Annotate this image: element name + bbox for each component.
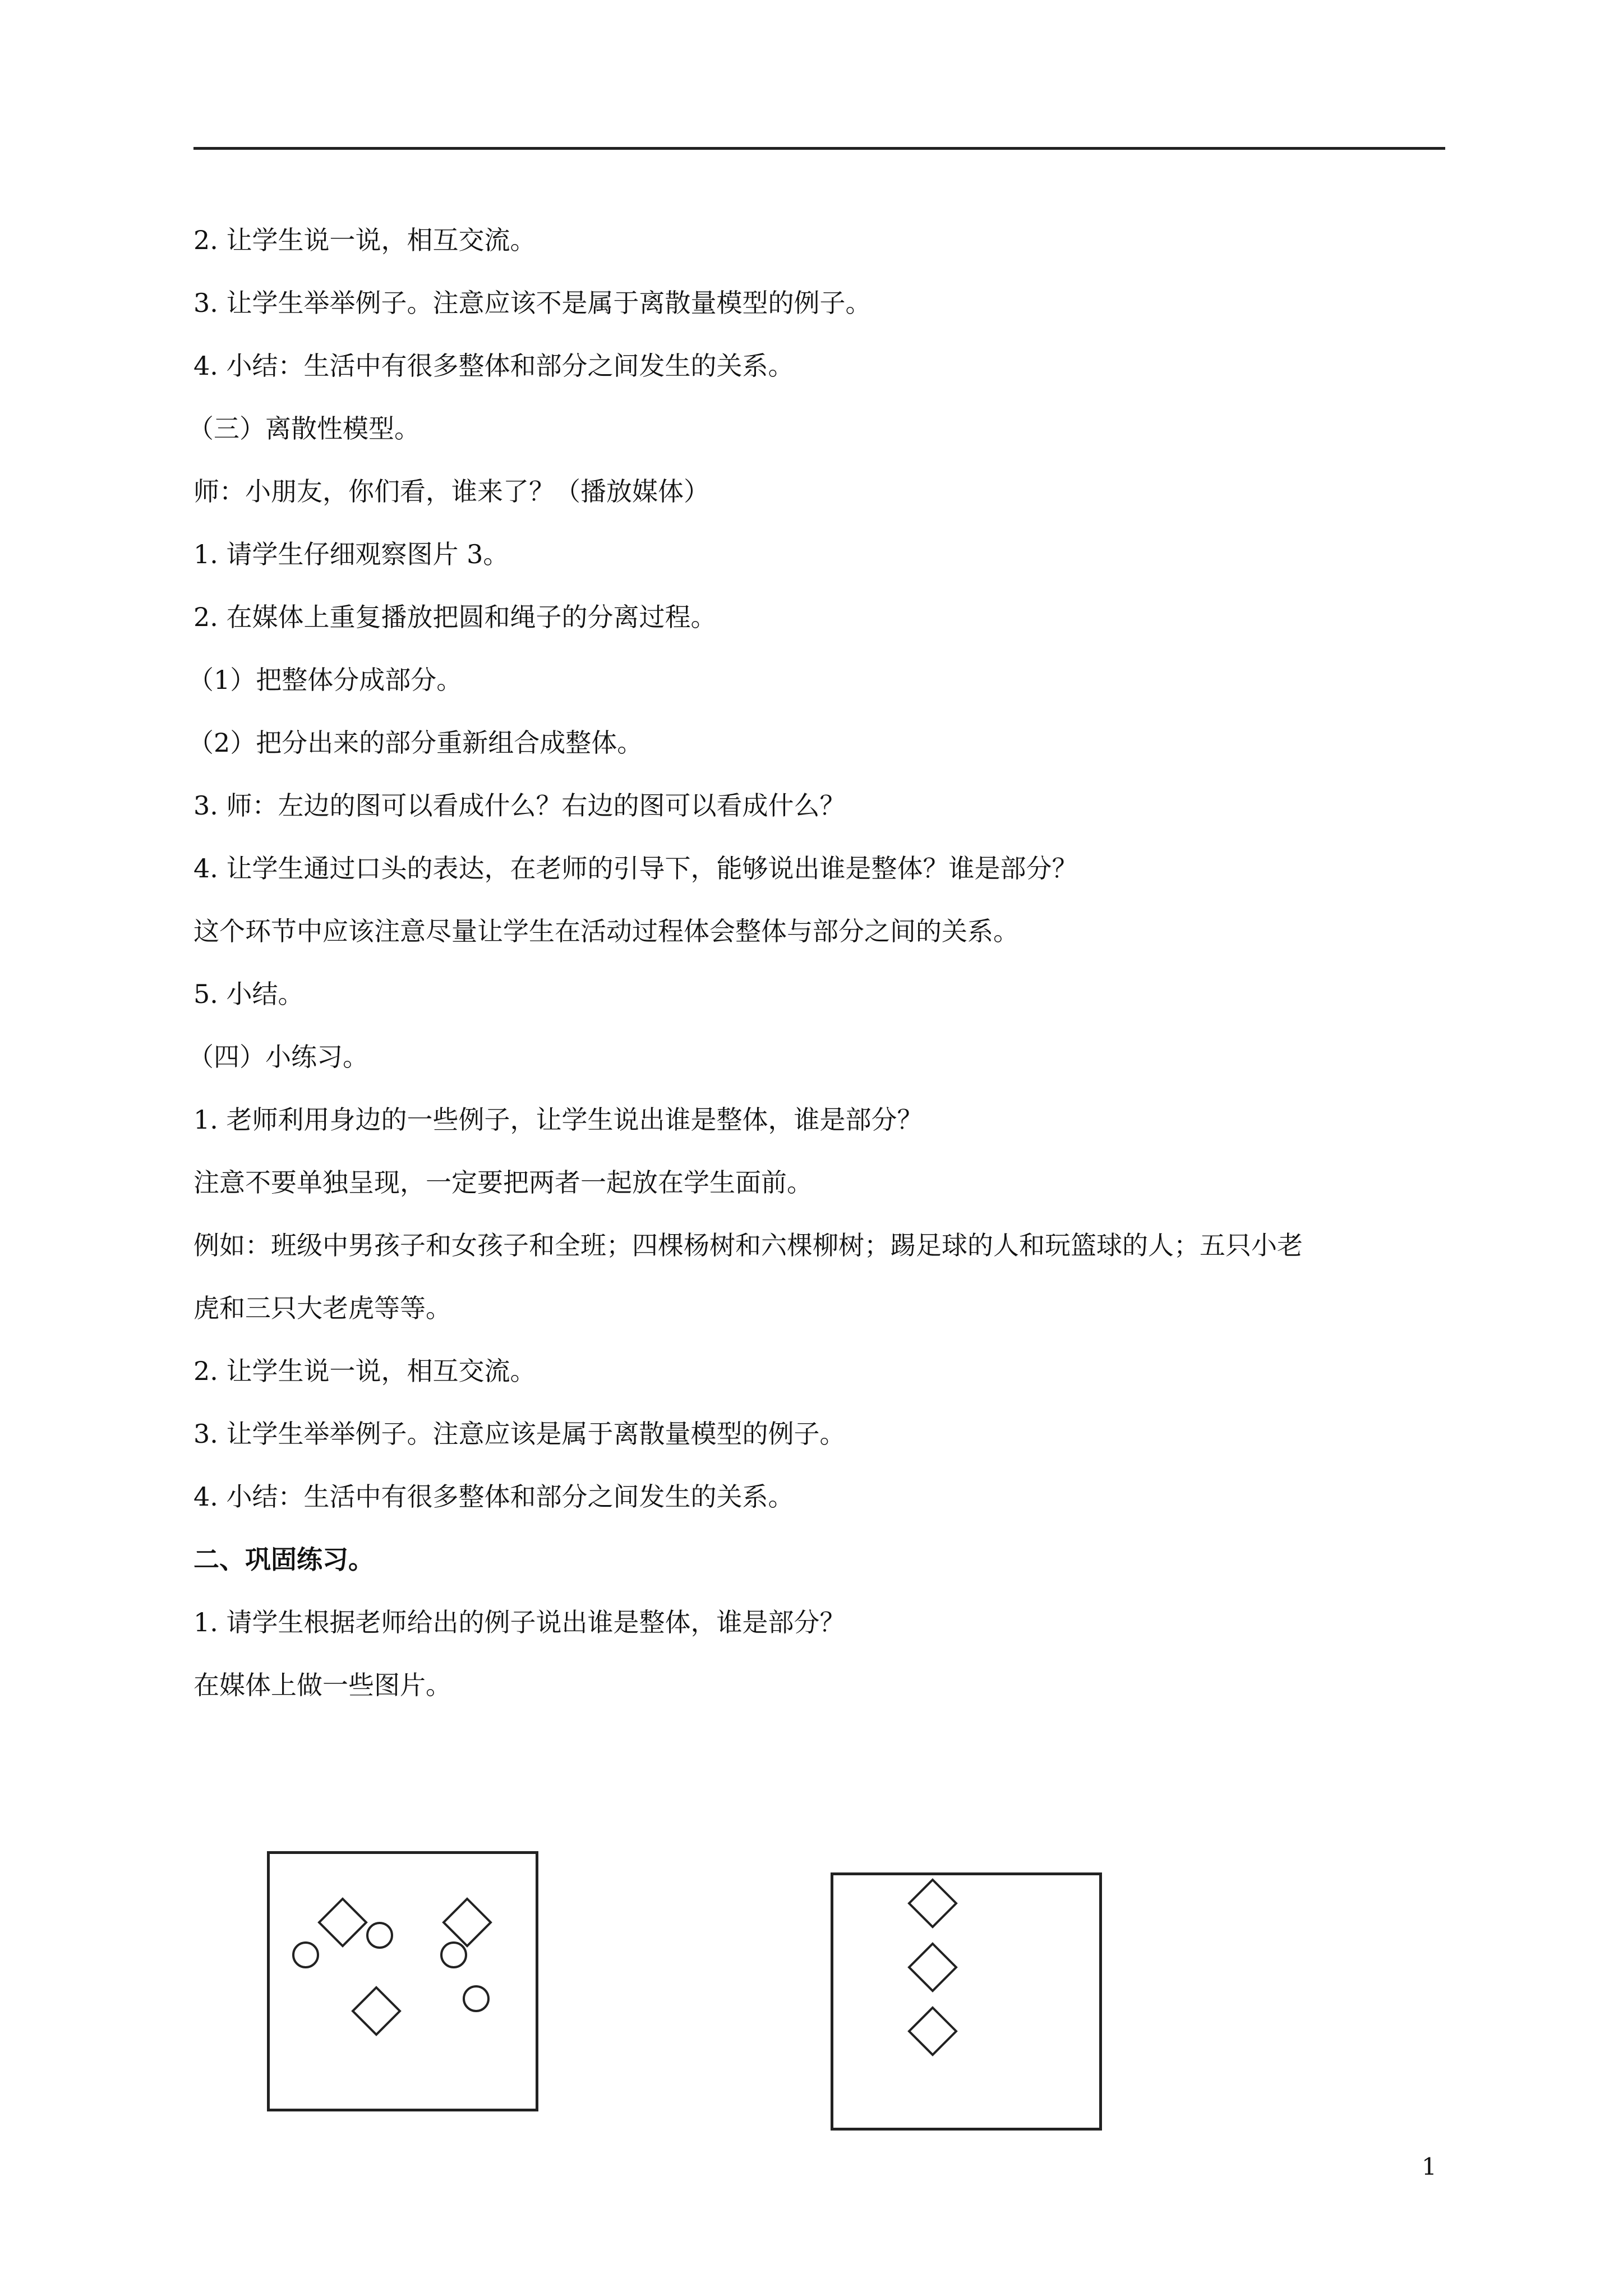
section-heading: 二、巩固练习。 [193, 1544, 374, 1575]
text-line: 这个环节中应该注意尽量让学生在活动过程体会整体与部分之间的关系。 [193, 916, 1019, 946]
shapes-group-right [833, 1875, 1105, 2133]
text-line: 3. 让学生举举例子。注意应该是属于离散量模型的例子。 [193, 1419, 846, 1449]
document-body [188, 209, 1445, 1717]
text-line: 5. 小结。 [193, 979, 304, 1009]
text-line: 2. 让学生说一说，相互交流。 [193, 225, 536, 255]
text-line: 2. 在媒体上重复播放把圆和绳子的分离过程。 [193, 602, 717, 632]
diamond-shape [319, 1899, 366, 1946]
diamond-shape [909, 2008, 956, 2055]
text-line: 1. 请学生根据老师给出的例子说出谁是整体，谁是部分？ [193, 1607, 846, 1637]
diamond-shape [353, 1987, 400, 2035]
diamond-shape [909, 1944, 956, 1991]
text-line: 2. 让学生说一说，相互交流。 [193, 1356, 536, 1386]
circle-shape [367, 1923, 392, 1948]
text-line: 例如：班级中男孩子和女孩子和全班；四棵杨树和六棵柳树；踢足球的人和玩篮球的人；五只小老 [193, 1230, 1303, 1260]
diamond-shape [909, 1880, 956, 1927]
figure-right-box [831, 1872, 1102, 2131]
text-line: 师：小朋友，你们看，谁来了？（播放媒体） [193, 476, 709, 507]
diamond-shape [444, 1899, 491, 1946]
text-line: 3. 师：左边的图可以看成什么？右边的图可以看成什么？ [193, 790, 846, 821]
shapes-group-left [270, 1854, 541, 2114]
text-line: 注意不要单独呈现，一定要把两者一起放在学生面前。 [193, 1167, 813, 1198]
section-heading: （三）离散性模型。 [188, 413, 420, 444]
text-line: 1. 请学生仔细观察图片 3。 [193, 539, 509, 569]
circle-shape [293, 1943, 318, 1967]
text-line: 4. 让学生通过口头的表达，在老师的引导下，能够说出谁是整体？谁是部分？ [193, 853, 1078, 884]
text-line: 1. 老师利用身边的一些例子，让学生说出谁是整体，谁是部分？ [193, 1105, 923, 1135]
circle-shape [441, 1943, 466, 1967]
text-line: （2）把分出来的部分重新组合成整体。 [188, 728, 643, 758]
text-line: 3. 让学生举举例子。注意应该不是属于离散量模型的例子。 [193, 288, 872, 318]
text-line: 虎和三只大老虎等等。 [193, 1293, 451, 1323]
section-heading: （四）小练习。 [188, 1042, 368, 1072]
text-line: 在媒体上做一些图片。 [193, 1670, 451, 1700]
text-line: （1）把整体分成部分。 [188, 665, 463, 695]
page-number: 1 [1422, 2153, 1437, 2180]
header-rule [193, 147, 1445, 150]
figure-left-box [267, 1851, 538, 2111]
text-line: 4. 小结：生活中有很多整体和部分之间发生的关系。 [193, 351, 794, 381]
circle-shape [464, 1986, 488, 2011]
text-line: 4. 小结：生活中有很多整体和部分之间发生的关系。 [193, 1481, 794, 1512]
